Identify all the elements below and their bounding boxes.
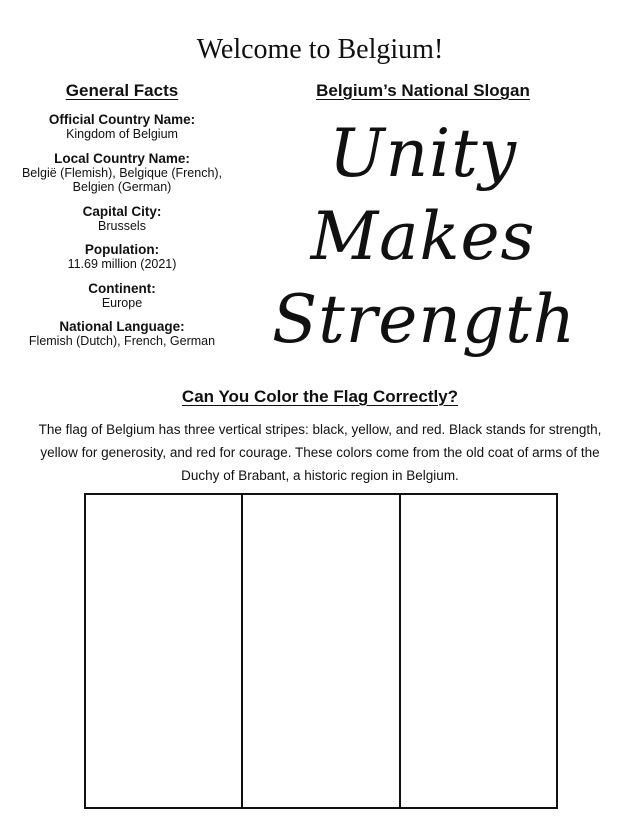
general-facts-heading: General Facts (65, 81, 179, 100)
fact-value: Europe (101, 295, 143, 310)
fact-label: Local Country Name: (54, 150, 190, 166)
fact-label: Continent: (88, 280, 156, 296)
slogan-line: Makes (310, 198, 536, 275)
slogan-line: Unity (328, 115, 518, 192)
fact-value: Brussels (98, 218, 146, 233)
fact-label: Capital City: (82, 203, 162, 219)
page-title: Welcome to Belgium! (196, 34, 444, 65)
national-slogan (272, 112, 577, 361)
flag-coloring-section (0, 386, 640, 487)
fact-value: België (Flemish), Belgique (French), Belgien (German) (21, 165, 223, 194)
flag-stripe-left (86, 495, 241, 807)
fact-label: Official Country Name: (48, 112, 196, 127)
fact-official-name (6, 112, 238, 142)
fact-value: 11.69 million (2021) (67, 257, 177, 271)
fact-local-name (6, 151, 238, 195)
flag-description: The flag of Belgium has three vertical stripes: black, yellow, and red. Black stands for strength, yellow for generosity, and red for courage. These colors come from the old coat of arms of the Duchy of Brabant, a historic region in Belgium. (38, 422, 602, 483)
fact-population (6, 242, 238, 272)
fact-value: Flemish (Dutch), French, German (28, 334, 216, 348)
fact-continent (6, 281, 238, 311)
fact-national-language (6, 319, 238, 349)
flag-stripe-right (399, 495, 556, 807)
fact-label: Population: (84, 242, 160, 257)
national-slogan-section (272, 80, 577, 361)
fact-capital-city (6, 204, 238, 234)
national-slogan-heading: Belgium’s National Slogan (316, 81, 530, 100)
slogan-line: Strength (272, 281, 577, 358)
flag-outline (84, 493, 558, 809)
general-facts-section (6, 80, 238, 358)
fact-label: National Language: (59, 319, 185, 334)
fact-value: Kingdom of Belgium (66, 127, 178, 141)
flag-stripe-middle (241, 495, 398, 807)
flag-coloring-heading: Can You Color the Flag Correctly? (181, 387, 459, 406)
